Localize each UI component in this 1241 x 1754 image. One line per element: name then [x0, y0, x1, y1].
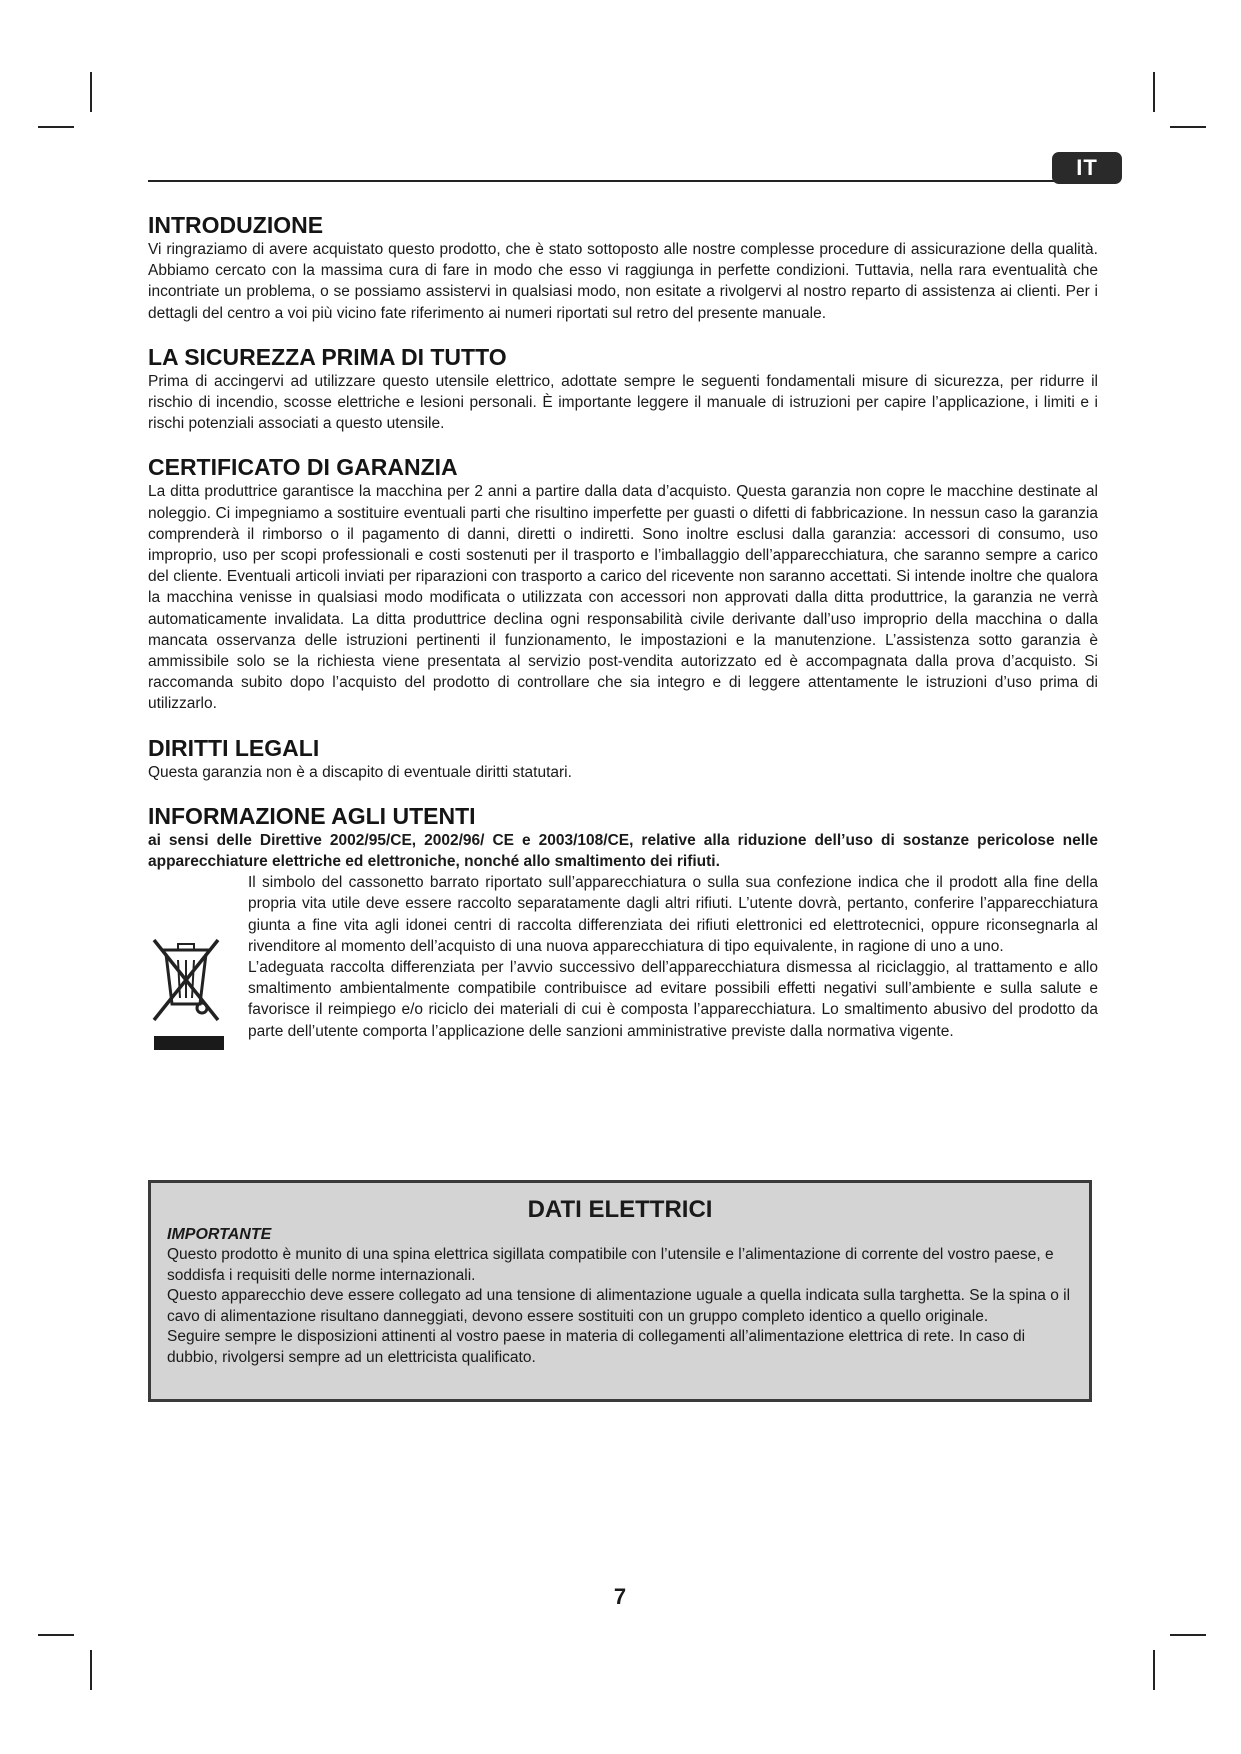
- page-number: 7: [613, 1584, 627, 1609]
- weee-paragraph: L’adeguata raccolta differenziata per l’avvio successivo dell’apparecchiatura dismessa al riciclaggio, al trattamento e allo smaltimento ambientalmente compatibile contribuisce ad evitare possibili effetti negativi sull’ambiente e sulla salute e favorisce il reimpiego e/o riciclo dei materiali di cui è composta l’apparecchiatura. Lo smaltimento abusivo del prodotto da parte dell’utente comporta l’applicazione delle sanzioni amministrative previste dalla normativa vigente.: [248, 959, 1098, 1040]
- section-text: Vi ringraziamo di avere acquistato questo prodotto, che è stato sottoposto alle nostre complesse procedure di assicurazione della qualità. Abbiamo cercato con la massima cura di fare in modo che esso vi raggiunga in perfette condizioni. Tuttavia, nella rara eventualità che incontriate un problema, o se possiamo assistervi in qualsiasi modo, non esitate a rivolgervi al nostro reparto di assistenza ai clienti. Per i dettagli del centro a voi più vicino fate riferimento ai numeri riportati sul retro del presente manuale.: [148, 241, 1098, 322]
- crop-mark: [90, 1650, 92, 1690]
- dati-paragraph: Questo prodotto è munito di una spina elettrica sigillata compatibile con l’utensile e l’alimentazione di corrente del vostro paese, e soddisfa i requisiti delle norme internazionali.: [167, 1246, 1054, 1284]
- crop-mark: [38, 126, 74, 128]
- crop-mark: [1170, 126, 1206, 128]
- crop-mark: [90, 72, 92, 112]
- weee-text: [248, 872, 1098, 1042]
- crop-mark: [38, 1634, 74, 1636]
- section-diritti: [148, 735, 1098, 783]
- section-garanzia: [148, 454, 1098, 714]
- dati-elettrici-box: [148, 1180, 1092, 1402]
- important-label: IMPORTANTE: [167, 1226, 272, 1243]
- section-title: INFORMAZIONE AGLI UTENTI: [148, 802, 476, 829]
- dati-title: DATI ELETTRICI: [527, 1196, 713, 1223]
- weee-bin-icon: [148, 872, 248, 1057]
- section-text: Questa garanzia non è a discapito di eventuale diritti statutari.: [148, 763, 572, 781]
- crop-mark: [1153, 1650, 1155, 1690]
- dati-paragraph: Seguire sempre le disposizioni attinenti al vostro paese in materia di collegamenti all’alimentazione elettrica di rete. In caso di dubbio, rivolgersi sempre ad un elettricista qualificato.: [167, 1328, 1026, 1366]
- section-text: Prima di accingervi ad utilizzare questo utensile elettrico, adottate sempre le seguenti fondamentali misure di sicurezza, per ridurre il rischio di incendio, scosse elettriche e lesioni personali. È importante leggere il manuale di istruzioni per capire l’applicazione, i limiti e i rischi potenziali associati a questo utensile.: [148, 372, 1098, 433]
- section-text: La ditta produttrice garantisce la macchina per 2 anni a partire dalla data d’acquisto. Questa garanzia non copre le macchine destinate al noleggio. Ci impegniamo a sostituire eventuali parti che risultino imperfette per guasti o difetti di fabbricazione. In nessun caso la garanzia comprenderà il rimborso o il pagamento di danni, diretti o indiretti. Sono inoltre esclusi dalla garanzia: accessori di consumo, uso improprio, uso per scopi professionali e costi sostenuti per il trasporto e l’imballaggio dell’apparecchiatura, che saranno sempre a carico del cliente. Eventuali articoli inviati per riparazioni con trasporto a carico del ricevente non saranno accettati. Si intende inoltre che qualora la macchina venisse in qualsiasi modo modificata o utilizzata con accessori non approvati dalla ditta produttrice, la garanzia ne verrà automaticamente invalidata. La ditta produttrice declina ogni responsabilità civile derivante dall’uso improprio della macchina o dalla mancata osservanza delle istruzioni pertinenti il funzionamento, le impostazioni e la manutenzione. L’assistenza sotto garanzia è ammissibile solo se la richiesta viene presentata al servizio post-vendita autorizzato ed è accompagnata dalla prova d’acquisto. Si raccomanda subito dopo l’acquisto del prodotto di controllare che sia integro e di leggere attentamente le istruzioni d’uso prima di utilizzarlo.: [148, 483, 1098, 713]
- section-title: LA SICUREZZA PRIMA DI TUTTO: [148, 343, 507, 370]
- section-title: CERTIFICATO DI GARANZIA: [148, 454, 458, 481]
- section-title: INTRODUZIONE: [148, 212, 324, 238]
- section-introduzione: [148, 212, 1098, 324]
- language-badge: IT: [1052, 152, 1122, 184]
- dati-paragraph: Questo apparecchio deve essere collegato ad una tensione di alimentazione uguale a quella indicata sulla targhetta. Se la spina o il cavo di alimentazione risultano danneggiati, devono essere sostituiti con un gruppo completo identico a quello originale.: [167, 1287, 1071, 1325]
- section-utenti: [148, 803, 1098, 1057]
- header-rule: [148, 180, 1068, 182]
- section-sicurezza: [148, 344, 1098, 435]
- crop-mark: [1170, 1634, 1206, 1636]
- weee-paragraph: Il simbolo del cassonetto barrato riportato sull’apparecchiatura o sulla sua confezione indica che il prodott alla fine della propria vita utile deve essere raccolto separatamente dagli altri rifiuti. L’utente dovrà, pertanto, conferire l’apparecchiatura giunta a fine vita agli idonei centri di raccolta differenziata dei rifiuti elettronici ed elettrotecnici, oppure riconsegnarla al rivenditore al momento dell’acquisto di una nuova apparecchiatura di tipo equivalente, in ragione di uno a uno.: [248, 874, 1098, 955]
- main-content: [148, 212, 1098, 1077]
- weee-block: [148, 872, 1098, 1057]
- section-subtitle: ai sensi delle Direttive 2002/95/CE, 2002/96/ CE e 2003/108/CE, relative alla riduzione dell’uso di sostanze pericolose nelle apparecchiature elettriche ed elettroniche, nonché allo smaltimento dei rifiuti.: [148, 831, 1098, 871]
- crop-mark: [1153, 72, 1155, 112]
- section-title: DIRITTI LEGALI: [148, 734, 320, 761]
